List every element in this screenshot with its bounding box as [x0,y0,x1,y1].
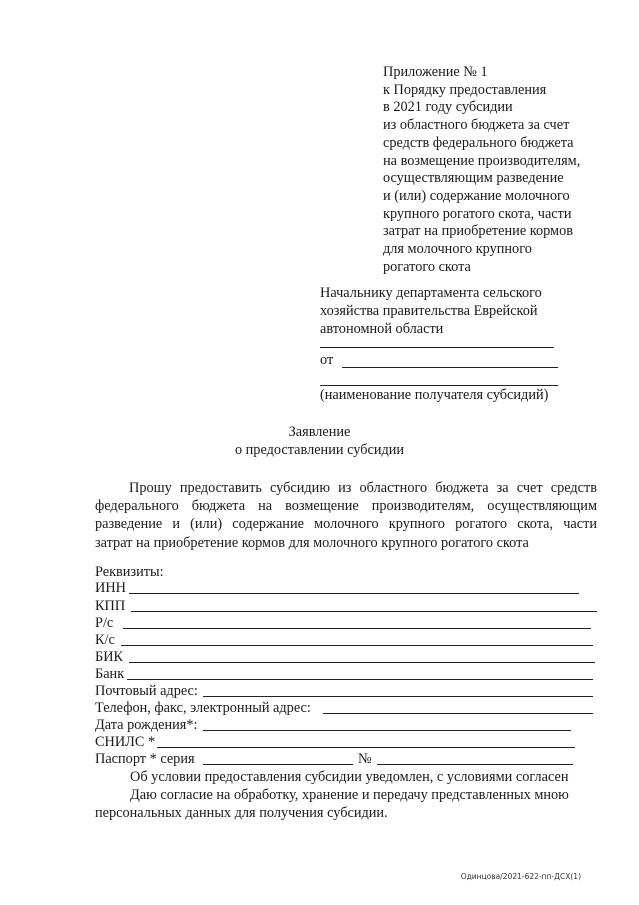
phone-field[interactable] [323,713,593,714]
bank-field[interactable] [127,679,593,680]
paragraph-line: Прошу предоставить субсидию из областного бюджета за счет средств [129,480,597,496]
snils-field[interactable] [157,747,575,748]
rs-label: Р/с [95,615,114,631]
appendix-line: Приложение № 1 [383,64,488,80]
addressee-blank-line[interactable] [320,347,554,348]
appendix-line: осуществляющим разведение [383,170,564,187]
appendix-line: к Порядку предоставления [383,81,547,98]
requisites-heading: Реквизиты: [95,564,164,580]
appendix-line: из областного бюджета за счет [383,117,570,134]
addressee-line: хозяйства правительства Еврейской [320,303,538,319]
rs-field[interactable] [123,628,591,629]
paragraph-line: федерального бюджета на возмещение производителям, осуществляющим [95,498,597,515]
birth-date-field[interactable] [203,730,571,731]
bik-field[interactable] [129,662,595,663]
addressee-line: Начальнику департамента сельского [320,285,542,301]
kpp-field[interactable] [131,611,597,612]
appendix-line: для молочного крупного [383,241,532,258]
document-title: Заявление [288,424,351,440]
paragraph-line: затрат на приобретение кормов для молочного крупного рогатого скота [95,534,529,551]
appendix-line: затрат на приобретение кормов [383,223,573,240]
footer-code: Одинцова/2021-622-пп-ДСХ(1) [460,872,581,881]
addressee-line: автономной области [320,321,444,337]
appendix-line: крупного рогатого скота, части [383,205,572,222]
consent-notice: Об условии предоставления субсидии уведомлен, с условиями согласен [130,769,569,785]
inn-field[interactable] [129,593,579,594]
passport-series-label: Паспорт * серия [95,751,195,767]
consent-statement-cont: персональных данных для получения субсидии. [95,805,388,821]
passport-series-field[interactable] [203,764,353,765]
bik-label: БИК [95,649,124,665]
appendix-line: в 2021 году субсидии [383,99,513,116]
inn-label: ИНН [95,580,126,596]
postal-address-field[interactable] [203,696,593,697]
from-blank-line[interactable] [342,367,558,368]
addressee-block [320,284,542,338]
paragraph-line: разведение и (или) содержание молочного крупного рогатого скота, части [95,516,597,533]
appendix-line: рогатого скота [383,258,471,275]
postal-address-label: Почтовый адрес: [95,683,198,699]
request-paragraph [95,479,597,552]
bank-label: Банк [95,666,125,682]
consent-statement: Даю согласие на обработку, хранение и передачу представленных мною [130,787,569,803]
snils-label: СНИЛС * [95,734,156,750]
from-label: от [320,352,334,368]
birth-date-label: Дата рождения*: [95,717,198,733]
passport-number-field[interactable] [377,764,573,765]
recipient-caption: (наименование получателя субсидий) [320,387,549,403]
document-subtitle: о предоставлении субсидии [234,442,405,458]
appendix-block [383,64,580,276]
passport-number-label: № [358,751,372,767]
appendix-line: на возмещение производителям, [383,152,581,169]
phone-label: Телефон, факс, электронный адрес: [95,700,311,716]
appendix-line: и (или) содержание молочного [383,187,570,204]
appendix-line: средств федерального бюджета [383,134,574,151]
kpp-label: КПП [95,598,126,614]
ks-label: К/с [95,632,115,648]
ks-field[interactable] [121,645,593,646]
